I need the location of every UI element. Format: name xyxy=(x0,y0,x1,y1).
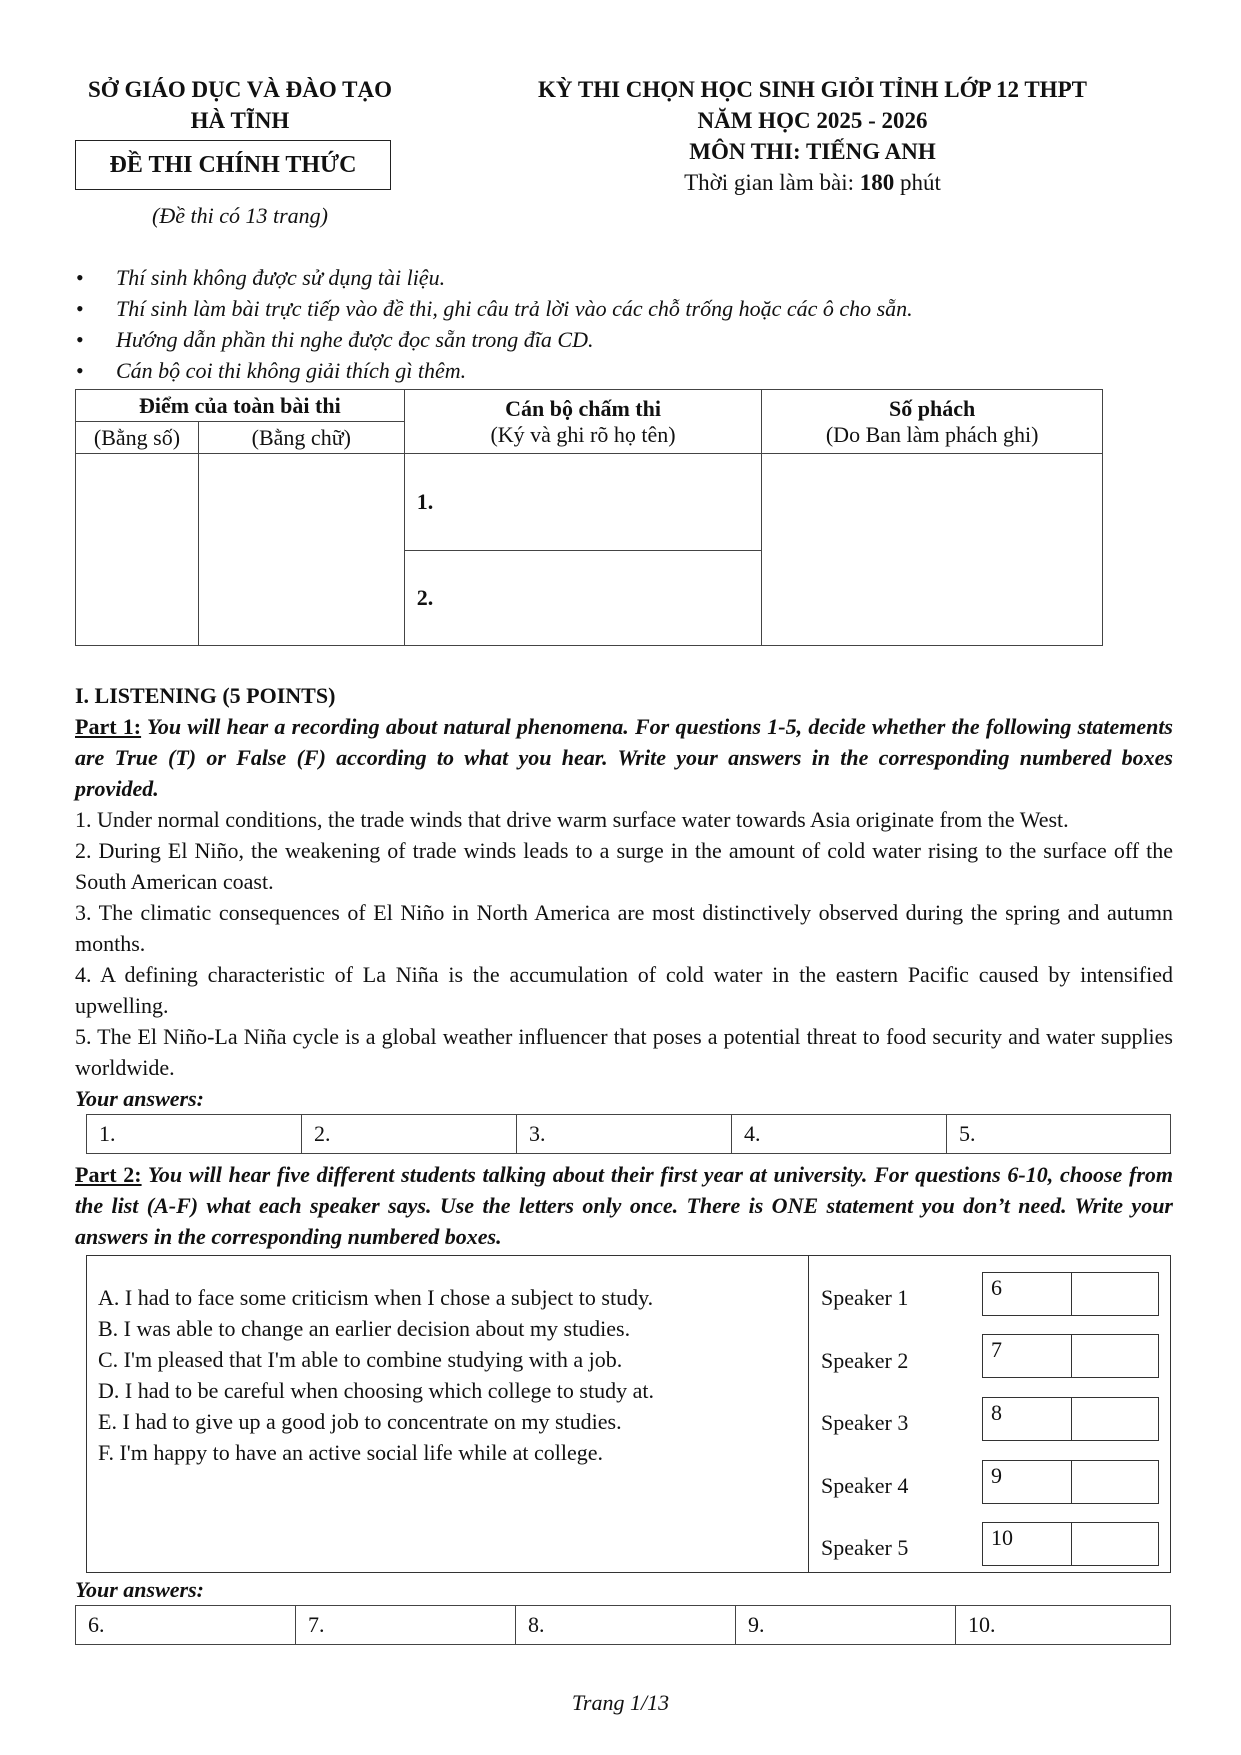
part2-instructions: Part 2: You will hear five different students talking about their first year at university. For questions 6-10, choose from the list (A-F) what each speaker says. Use the letters only once. There is ONE statement you don’t need. Write your answers in the corresponding numbered boxes. xyxy=(75,1162,1173,1249)
answer-box-6[interactable]: 6. xyxy=(76,1606,296,1645)
part1-label: Part 1: xyxy=(75,714,142,739)
school-year: NĂM HỌC 2025 - 2026 xyxy=(697,108,928,133)
speaker-1-label: Speaker 1 xyxy=(821,1285,909,1310)
speaker-4-label: Speaker 4 xyxy=(821,1473,909,1498)
section-title: I. LISTENING (5 POINTS) xyxy=(75,683,336,708)
option-e: E. I had to give up a good job to concentrate on my studies. xyxy=(98,1409,622,1434)
code-header: Số phách (Do Ban làm phách ghi) xyxy=(762,390,1103,454)
speaker-5-label: Speaker 5 xyxy=(821,1535,909,1560)
answer-box-8[interactable]: 8. xyxy=(516,1606,736,1645)
part2-label: Part 2: xyxy=(75,1162,142,1187)
statement-5: 5. The El Niño-La Niña cycle is a global weather influencer that poses a potential threat to food security and water supplies worldwide. xyxy=(75,1024,1173,1080)
pages-note: (Đề thi có 13 trang) xyxy=(152,203,328,228)
rule-item: • Thí sinh làm bài trực tiếp vào đề thi, ghi câu trả lời vào các chỗ trống hoặc các ô cho sẵn. xyxy=(76,293,913,324)
option-a: A. I had to face some criticism when I chose a subject to study. xyxy=(98,1285,654,1310)
score-number-cell[interactable] xyxy=(76,454,199,646)
matching-divider xyxy=(808,1255,809,1573)
part1-answer-table xyxy=(86,1114,1171,1154)
answer-box-3[interactable]: 3. xyxy=(517,1115,732,1154)
department-name: SỞ GIÁO DỤC VÀ ĐÀO TẠO xyxy=(88,77,392,102)
grading-table xyxy=(75,389,1103,646)
page-number: Trang 1/13 xyxy=(571,1690,670,1715)
option-b: B. I was able to change an earlier decision about my studies. xyxy=(98,1316,631,1341)
statement-3: 3. The climatic consequences of El Niño in North America are most distinctively observed during the spring and autumn months. xyxy=(75,900,1173,956)
answer-box-7[interactable]: 7. xyxy=(296,1606,516,1645)
statement-2: 2. During El Niño, the weakening of trade winds leads to a surge in the amount of cold water rising to the surface off the South American coast. xyxy=(75,838,1173,894)
option-c: C. I'm pleased that I'm able to combine studying with a job. xyxy=(98,1347,623,1372)
speaker-3-box[interactable]: 8 xyxy=(982,1397,1159,1441)
part2-answer-table xyxy=(75,1605,1171,1645)
speaker-2-box[interactable]: 7 xyxy=(982,1334,1159,1378)
answer-box-9[interactable]: 9. xyxy=(736,1606,956,1645)
time-value: 180 xyxy=(859,170,895,195)
examiner-2-cell[interactable]: 2. xyxy=(404,550,762,645)
score-header: Điểm của toàn bài thi xyxy=(76,390,405,422)
speaker-5-box[interactable]: 10 xyxy=(982,1522,1159,1566)
speaker-3-label: Speaker 3 xyxy=(821,1410,909,1435)
answer-box-2[interactable]: 2. xyxy=(302,1115,517,1154)
header-right xyxy=(465,74,1160,198)
examiner-header: Cán bộ chấm thi (Ký và ghi rõ họ tên) xyxy=(404,390,762,454)
option-d: D. I had to be careful when choosing which college to study at. xyxy=(98,1378,654,1403)
part1-instructions: Part 1: You will hear a recording about natural phenomena. For questions 1-5, decide whether the following statements are True (T) or False (F) according to what you hear. Write your answers in the corresponding numbered boxes provided. xyxy=(75,714,1173,801)
code-cell[interactable] xyxy=(762,454,1103,646)
answer-box-10[interactable]: 10. xyxy=(956,1606,1171,1645)
statement-4: 4. A defining characteristic of La Niña is the accumulation of cold water in the eastern Pacific caused by intensified upwelling. xyxy=(75,962,1173,1018)
speaker-4-box[interactable]: 9 xyxy=(982,1460,1159,1504)
header-left xyxy=(40,74,440,136)
rule-item: • Hướng dẫn phần thi nghe được đọc sẵn trong đĩa CD. xyxy=(76,324,913,355)
statement-1: 1. Under normal conditions, the trade winds that drive warm surface water towards Asia originate from the West. xyxy=(75,807,1069,832)
speaker-1-box[interactable]: 6 xyxy=(982,1272,1159,1316)
rule-item: • Thí sinh không được sử dụng tài liệu. xyxy=(76,262,913,293)
score-words-cell[interactable] xyxy=(198,454,404,646)
your-answers-label: Your answers: xyxy=(75,1086,204,1111)
official-exam-box: ĐỀ THI CHÍNH THỨC xyxy=(75,140,391,190)
examiner-1-cell[interactable]: 1. xyxy=(404,454,762,550)
answer-box-4[interactable]: 4. xyxy=(732,1115,947,1154)
option-f: F. I'm happy to have an active social life while at college. xyxy=(98,1440,603,1465)
rule-item: • Cán bộ coi thi không giải thích gì thêm. xyxy=(76,355,913,386)
province-name: HÀ TĨNH xyxy=(190,108,290,133)
answer-box-5[interactable]: 5. xyxy=(947,1115,1171,1154)
time-allowed: Thời gian làm bài: 180 phút xyxy=(684,170,941,195)
your-answers-label-2: Your answers: xyxy=(75,1577,204,1602)
speaker-2-label: Speaker 2 xyxy=(821,1348,909,1373)
exam-title: KỲ THI CHỌN HỌC SINH GIỎI TỈNH LỚP 12 THPT xyxy=(538,77,1087,102)
subject: MÔN THI: TIẾNG ANH xyxy=(689,139,936,164)
score-number-header: (Bằng số) xyxy=(76,422,199,454)
answer-box-1[interactable]: 1. xyxy=(87,1115,302,1154)
score-words-header: (Bằng chữ) xyxy=(198,422,404,454)
exam-rules xyxy=(76,262,913,386)
